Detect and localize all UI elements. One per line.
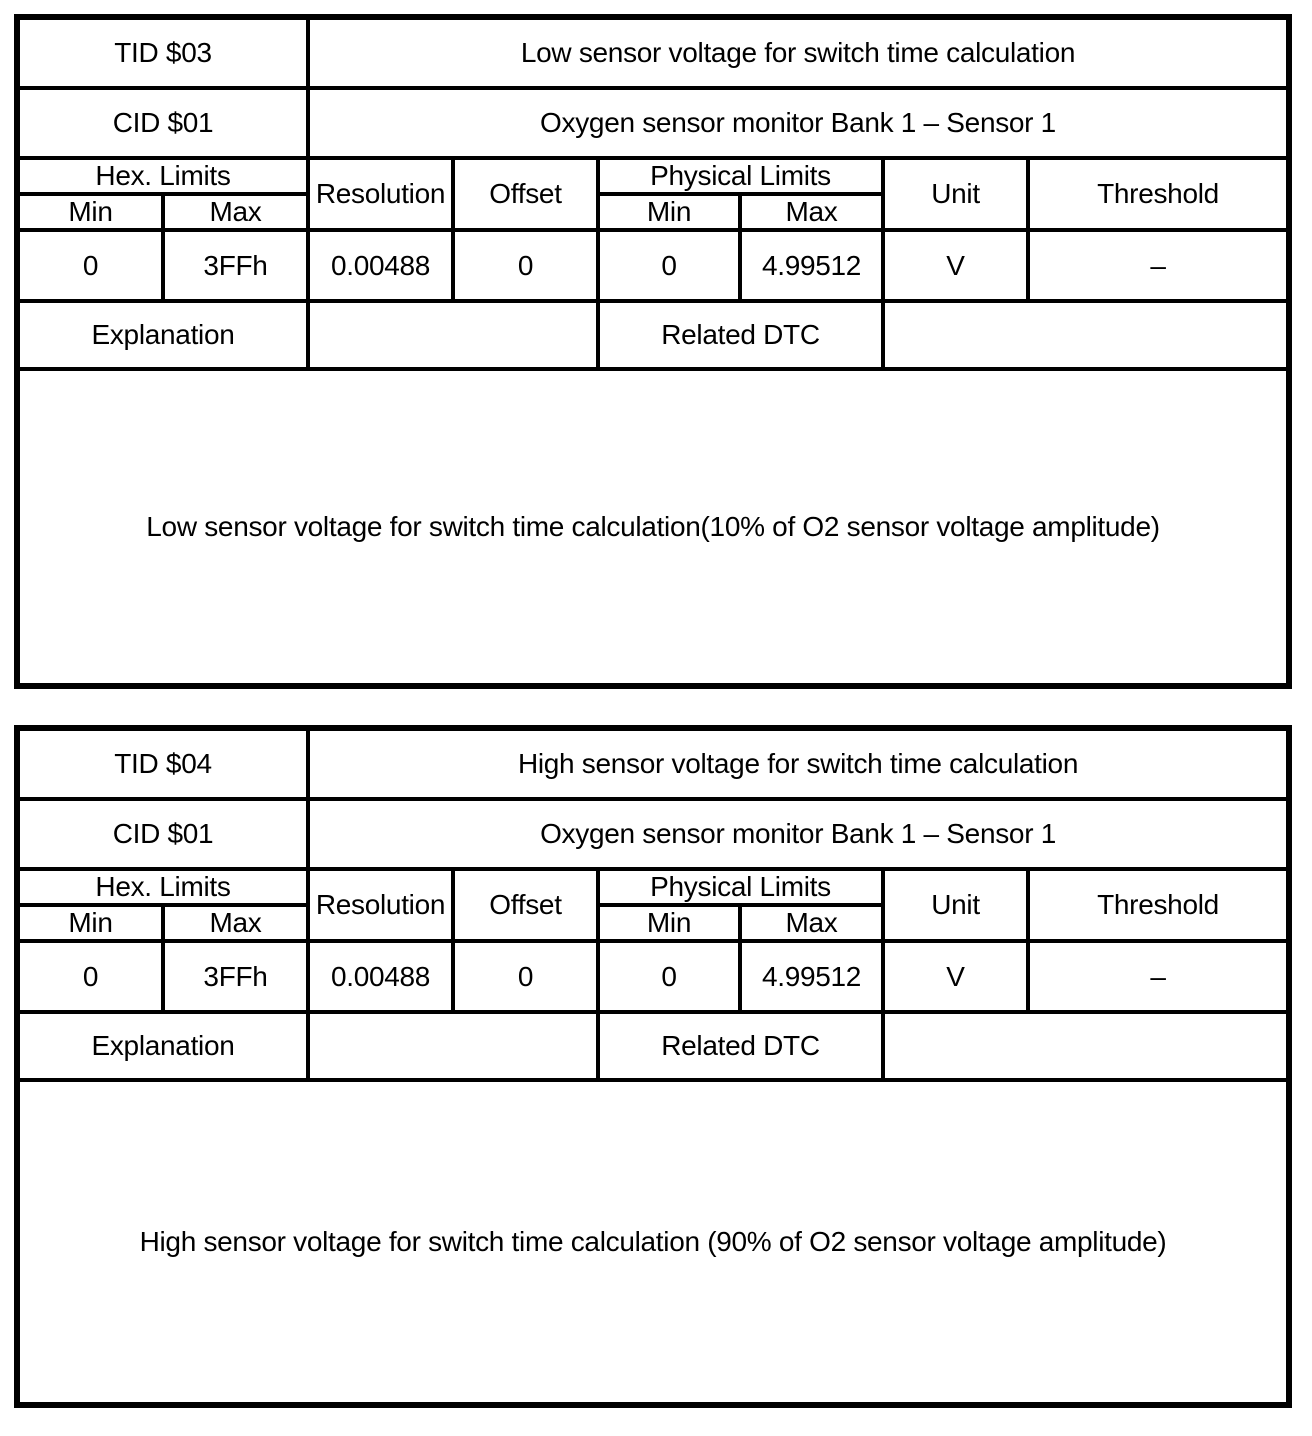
explanation-dtc-row	[17, 1012, 1289, 1080]
phys-min-value: 0	[598, 230, 740, 301]
header-row-groups	[17, 158, 1289, 194]
phys-max-value: 4.99512	[740, 230, 883, 301]
physical-limits-header: Physical Limits	[598, 158, 883, 194]
explanation-value-cell	[308, 301, 598, 369]
spec-table-tid-03	[14, 14, 1292, 689]
offset-value: 0	[453, 941, 598, 1012]
cid-description-cell: Oxygen sensor monitor Bank 1 – Sensor 1	[308, 88, 1289, 158]
resolution-value: 0.00488	[308, 941, 453, 1012]
resolution-header: Resolution	[308, 869, 453, 941]
hex-limits-header: Hex. Limits	[17, 158, 308, 194]
tid-description-cell: High sensor voltage for switch time calculation	[308, 728, 1289, 799]
unit-value: V	[883, 230, 1028, 301]
related-dtc-label: Related DTC	[598, 301, 883, 369]
explanation-area-row	[17, 369, 1289, 686]
header-row-groups	[17, 869, 1289, 905]
offset-header: Offset	[453, 158, 598, 230]
hex-max-header: Max	[163, 194, 308, 230]
offset-value: 0	[453, 230, 598, 301]
related-dtc-value-cell	[883, 301, 1289, 369]
physical-limits-header: Physical Limits	[598, 869, 883, 905]
explanation-label: Explanation	[17, 301, 308, 369]
tid-label-cell: TID $03	[17, 17, 308, 88]
cid-label-cell: CID $01	[17, 799, 308, 869]
phys-min-header: Min	[598, 194, 740, 230]
unit-header: Unit	[883, 869, 1028, 941]
values-row	[17, 941, 1289, 1012]
tid-label-cell: TID $04	[17, 728, 308, 799]
cid-description-cell: Oxygen sensor monitor Bank 1 – Sensor 1	[308, 799, 1289, 869]
phys-min-value: 0	[598, 941, 740, 1012]
tid-description-cell: Low sensor voltage for switch time calculation	[308, 17, 1289, 88]
related-dtc-value-cell	[883, 1012, 1289, 1080]
related-dtc-label: Related DTC	[598, 1012, 883, 1080]
hex-limits-header: Hex. Limits	[17, 869, 308, 905]
hex-max-value: 3FFh	[163, 230, 308, 301]
threshold-header: Threshold	[1028, 869, 1289, 941]
tid-row	[17, 728, 1289, 799]
spec-table-tid-04	[14, 725, 1292, 1408]
explanation-area-row	[17, 1080, 1289, 1405]
phys-max-header: Max	[740, 194, 883, 230]
phys-max-header: Max	[740, 905, 883, 941]
explanation-label: Explanation	[17, 1012, 308, 1080]
hex-max-value: 3FFh	[163, 941, 308, 1012]
hex-max-header: Max	[163, 905, 308, 941]
phys-min-header: Min	[598, 905, 740, 941]
tid-row	[17, 17, 1289, 88]
resolution-header: Resolution	[308, 158, 453, 230]
phys-max-value: 4.99512	[740, 941, 883, 1012]
hex-min-header: Min	[17, 905, 163, 941]
hex-min-header: Min	[17, 194, 163, 230]
hex-min-value: 0	[17, 941, 163, 1012]
hex-min-value: 0	[17, 230, 163, 301]
explanation-text: High sensor voltage for switch time calculation (90% of O2 sensor voltage amplitude)	[17, 1080, 1289, 1405]
explanation-dtc-row	[17, 301, 1289, 369]
cid-row	[17, 799, 1289, 869]
threshold-value: –	[1028, 941, 1289, 1012]
cid-row	[17, 88, 1289, 158]
threshold-value: –	[1028, 230, 1289, 301]
unit-header: Unit	[883, 158, 1028, 230]
explanation-value-cell	[308, 1012, 598, 1080]
explanation-text: Low sensor voltage for switch time calculation(10% of O2 sensor voltage amplitude)	[17, 369, 1289, 686]
values-row	[17, 230, 1289, 301]
offset-header: Offset	[453, 869, 598, 941]
cid-label-cell: CID $01	[17, 88, 308, 158]
unit-value: V	[883, 941, 1028, 1012]
threshold-header: Threshold	[1028, 158, 1289, 230]
resolution-value: 0.00488	[308, 230, 453, 301]
